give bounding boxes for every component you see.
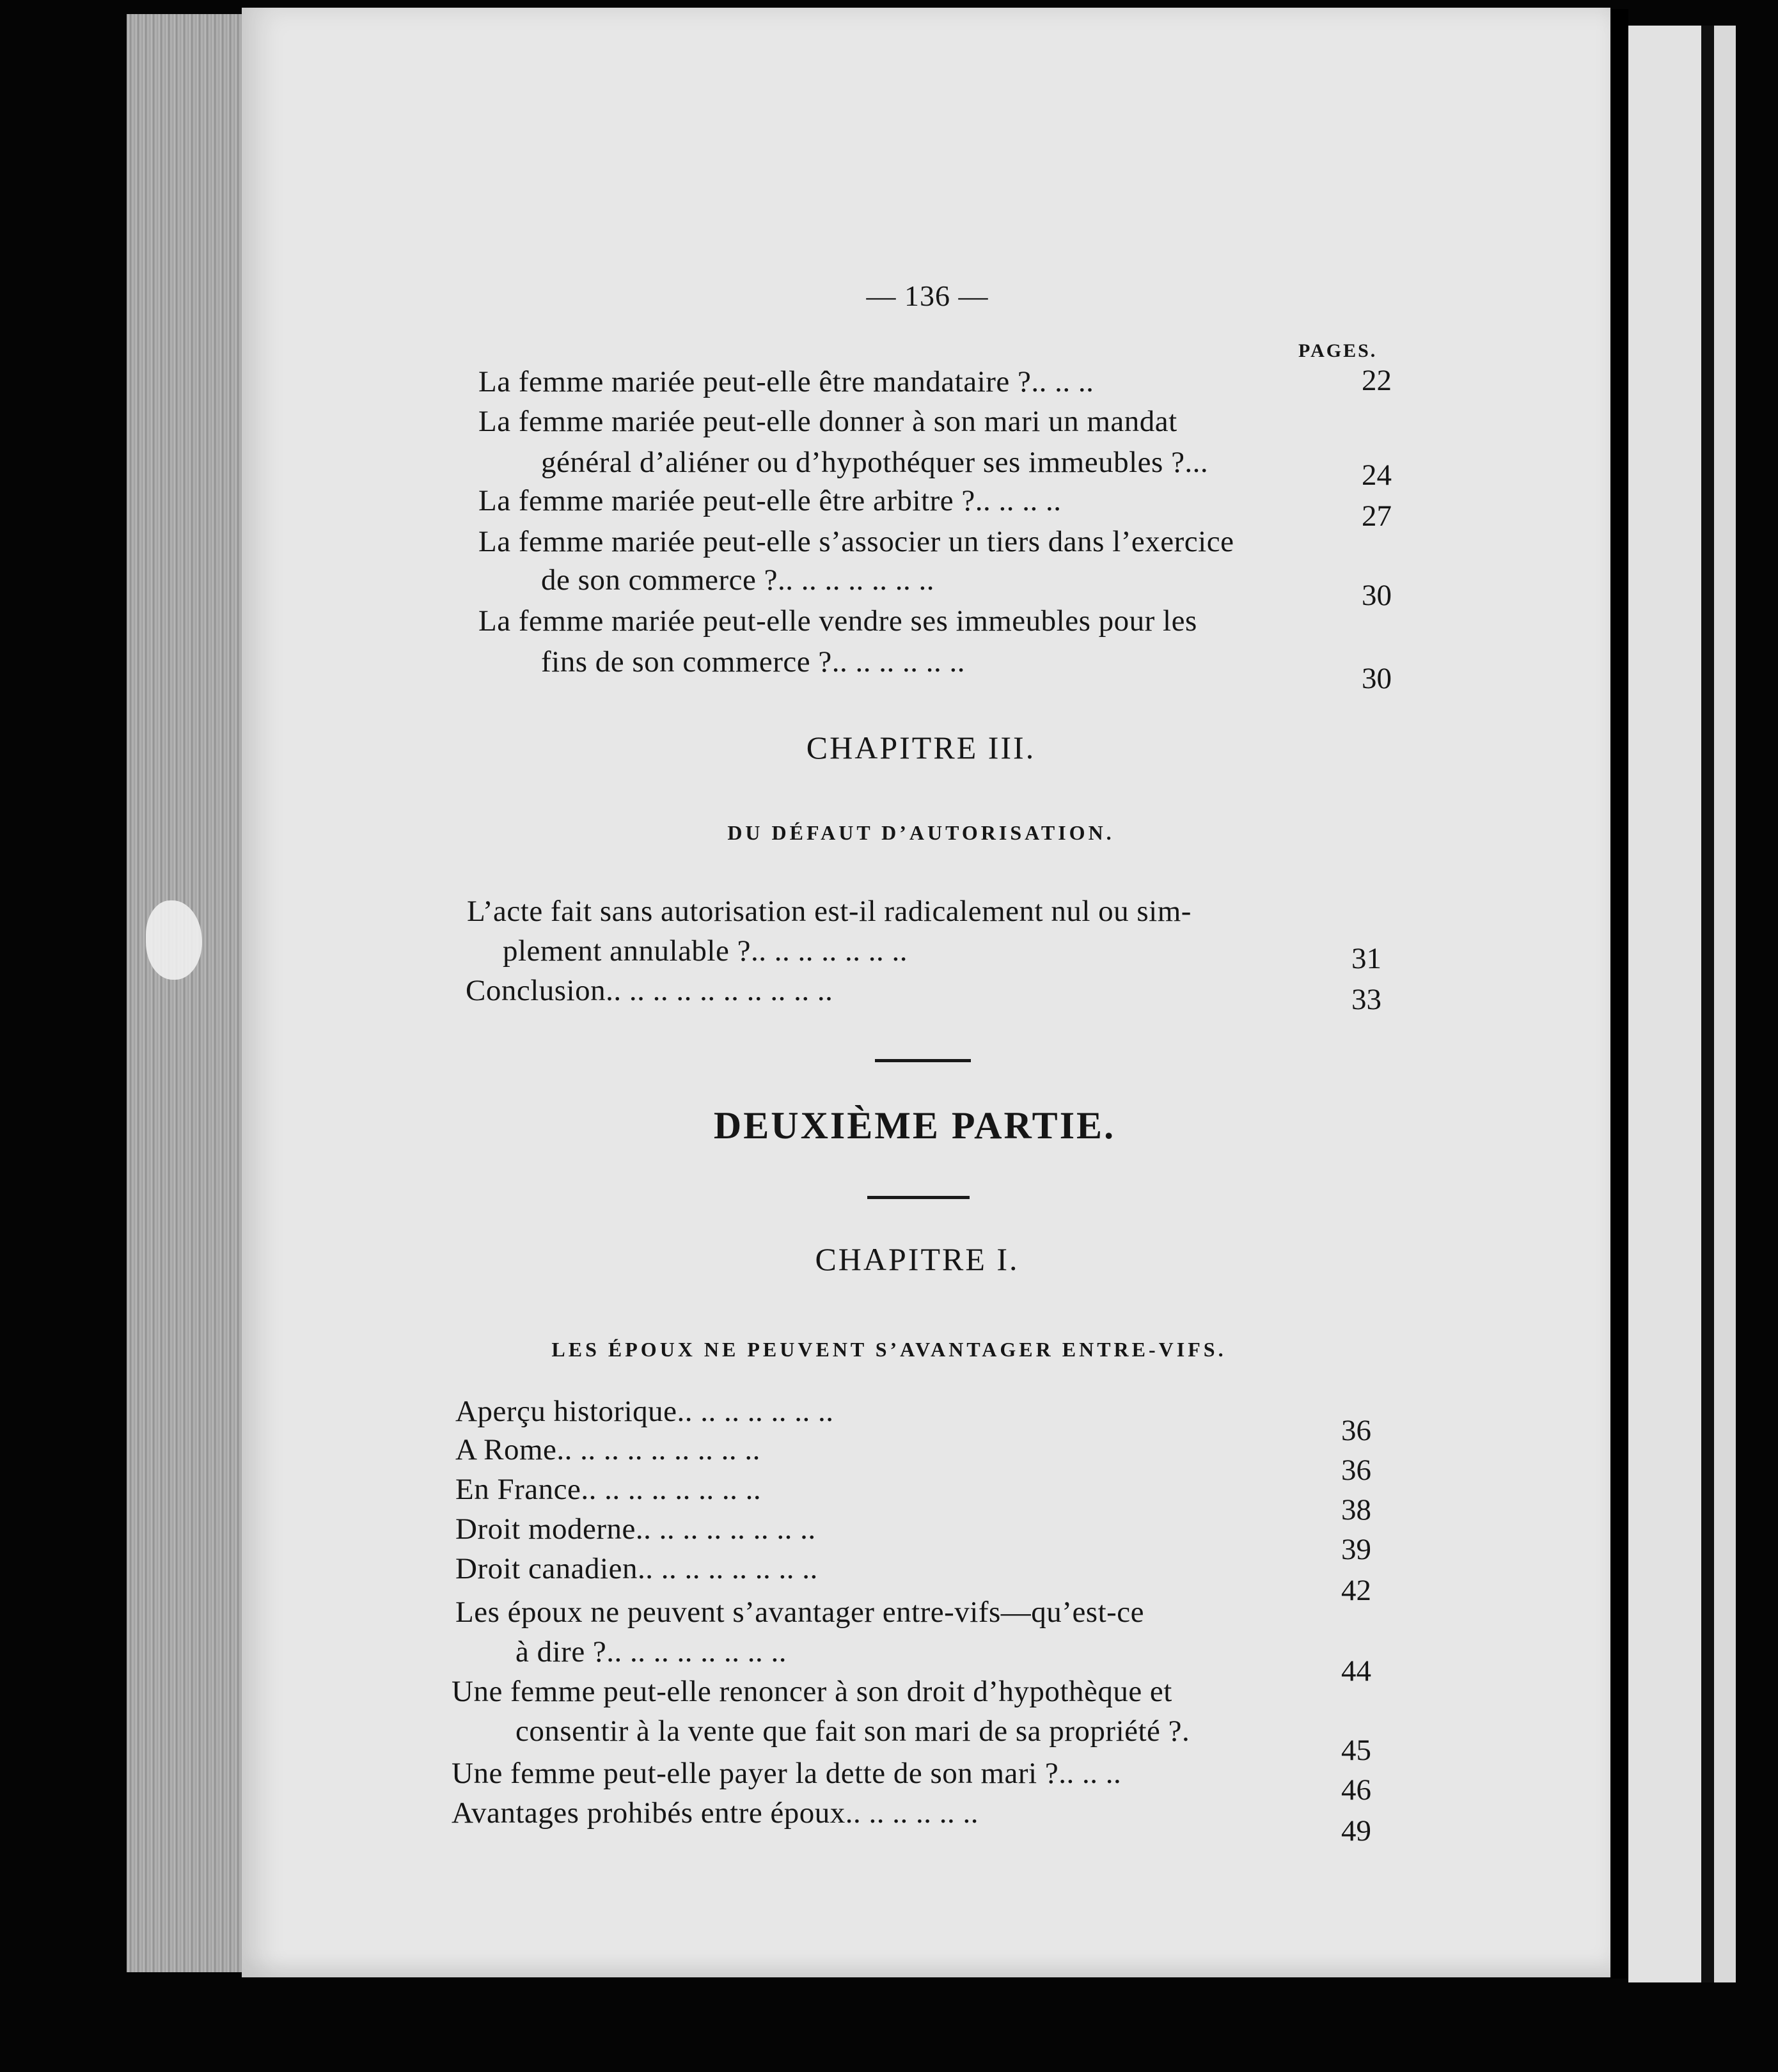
chapter-heading: CHAPITRE III. (806, 730, 1036, 765)
toc-entry-page: 24 (1362, 459, 1392, 492)
toc-entry-page: 42 (1341, 1574, 1371, 1607)
toc-entry-page: 27 (1362, 499, 1392, 533)
toc-entry-page: 22 (1362, 364, 1392, 397)
adjacent-page-shadow (1701, 26, 1714, 1982)
page-number: — 136 — (866, 279, 989, 312)
toc-entry-line: Droit moderne.. .. .. .. .. .. .. .. (455, 1512, 816, 1546)
toc-entry-page: 38 (1341, 1493, 1371, 1527)
section-rule (875, 1059, 971, 1062)
toc-entry-page: 31 (1351, 942, 1381, 975)
pages-column-label: PAGES. (1298, 340, 1378, 361)
toc-entry-page: 45 (1341, 1734, 1371, 1767)
toc-entry-page: 30 (1362, 662, 1392, 695)
toc-entry-line: La femme mariée peut-elle être arbitre ?.. .. .. .. (478, 484, 1062, 517)
toc-entry-line: de son commerce ?.. .. .. .. .. .. .. (541, 563, 934, 597)
toc-entry-line: En France.. .. .. .. .. .. .. .. (455, 1473, 762, 1506)
paper-stain (146, 900, 202, 980)
toc-entry-line: consentir à la vente que fait son mari de sa propriété ?. (515, 1715, 1190, 1748)
toc-entry-line: Droit canadien.. .. .. .. .. .. .. .. (455, 1552, 818, 1585)
toc-entry-line: La femme mariée peut-elle être mandataire ?.. .. .. (478, 365, 1094, 398)
toc-entry-line: Les époux ne peuvent s’avantager entre-vifs—qu’est-ce (455, 1596, 1145, 1629)
toc-entry-line: général d’aliéner ou d’hypothéquer ses immeubles ?... (541, 446, 1209, 479)
toc-entry-line: plement annulable ?.. .. .. .. .. .. .. (503, 934, 908, 968)
toc-entry-page: 46 (1341, 1773, 1371, 1807)
toc-entry-line: La femme mariée peut-elle donner à son mari un mandat (478, 405, 1177, 438)
toc-entry-page: 39 (1341, 1533, 1371, 1566)
toc-entry-page: 33 (1351, 983, 1381, 1016)
section-rule (867, 1196, 970, 1199)
page-block-edges (127, 14, 246, 1972)
toc-entry-line: Aperçu historique.. .. .. .. .. .. .. (455, 1395, 834, 1428)
toc-entry-page: 36 (1341, 1414, 1371, 1447)
toc-entry-line: Une femme peut-elle payer la dette de son mari ?.. .. .. (452, 1757, 1122, 1790)
chapter-subtitle: LES ÉPOUX NE PEUVENT S’AVANTAGER ENTRE-VIFS. (551, 1338, 1227, 1361)
toc-entry-line: La femme mariée peut-elle vendre ses immeubles pour les (478, 604, 1197, 638)
toc-entry-page: 36 (1341, 1454, 1371, 1487)
chapter-subtitle: DU DÉFAUT D’AUTORISATION. (727, 821, 1115, 844)
toc-entry-page: 30 (1362, 579, 1392, 612)
toc-entry-line: fins de son commerce ?.. .. .. .. .. .. (541, 645, 965, 679)
chapter-heading: CHAPITRE I. (815, 1241, 1019, 1277)
toc-entry-line: Conclusion.. .. .. .. .. .. .. .. .. .. (466, 974, 833, 1007)
toc-entry-line: Une femme peut-elle renoncer à son droit d’hypothèque et (452, 1675, 1172, 1708)
toc-entry-line: à dire ?.. .. .. .. .. .. .. .. (515, 1635, 787, 1668)
toc-entry-line: L’acte fait sans autorisation est-il radicalement nul ou sim- (467, 895, 1192, 928)
page-gutter (1610, 9, 1628, 1979)
toc-entry-page: 49 (1341, 1814, 1371, 1848)
toc-entry-line: Avantages prohibés entre époux.. .. .. .. .. .. (452, 1796, 979, 1830)
toc-entry-line: A Rome.. .. .. .. .. .. .. .. .. (455, 1433, 760, 1466)
toc-entry-page: 44 (1341, 1654, 1371, 1688)
adjacent-page-strip (1714, 26, 1736, 1982)
toc-entry-line: La femme mariée peut-elle s’associer un tiers dans l’exercice (478, 525, 1234, 558)
part-heading: DEUXIÈME PARTIE. (713, 1104, 1116, 1147)
